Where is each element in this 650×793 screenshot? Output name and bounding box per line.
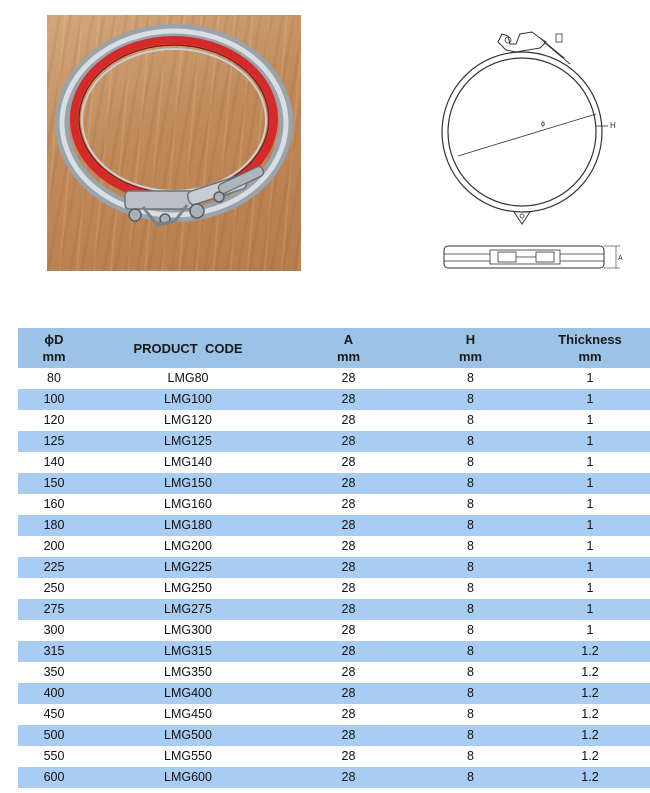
table-row bbox=[18, 431, 650, 452]
cell-thickness: 1 bbox=[530, 389, 650, 410]
cell-thickness: 1 bbox=[530, 578, 650, 599]
table-row bbox=[18, 725, 650, 746]
cell-a: 28 bbox=[286, 620, 411, 641]
cell-h: 8 bbox=[411, 620, 530, 641]
cell-thickness: 1.2 bbox=[530, 704, 650, 725]
cell-diameter: 600 bbox=[18, 767, 90, 788]
cell-diameter: 80 bbox=[18, 368, 90, 389]
cell-product-code: LMG80 bbox=[90, 368, 286, 389]
cell-diameter: 125 bbox=[18, 431, 90, 452]
cell-diameter: 200 bbox=[18, 536, 90, 557]
cell-a: 28 bbox=[286, 557, 411, 578]
cell-diameter: 500 bbox=[18, 725, 90, 746]
cell-a: 28 bbox=[286, 368, 411, 389]
header-h bbox=[411, 328, 530, 368]
header-a-label: A bbox=[343, 332, 354, 347]
cell-h: 8 bbox=[411, 683, 530, 704]
cell-a: 28 bbox=[286, 641, 411, 662]
cell-a: 28 bbox=[286, 767, 411, 788]
cell-h: 8 bbox=[411, 641, 530, 662]
product-photo bbox=[47, 15, 301, 271]
table-row bbox=[18, 704, 650, 725]
cell-product-code: LMG450 bbox=[90, 704, 286, 725]
header-product-code bbox=[90, 328, 286, 368]
cell-h: 8 bbox=[411, 725, 530, 746]
cell-product-code: LMG500 bbox=[90, 725, 286, 746]
cell-a: 28 bbox=[286, 494, 411, 515]
table-row bbox=[18, 746, 650, 767]
cell-diameter: 250 bbox=[18, 578, 90, 599]
cell-thickness: 1 bbox=[530, 473, 650, 494]
header-a bbox=[286, 328, 411, 368]
cell-thickness: 1 bbox=[530, 536, 650, 557]
header-product-code-label: PRODUCT CODE bbox=[133, 340, 243, 356]
header-diameter-unit: mm bbox=[42, 349, 66, 364]
cell-h: 8 bbox=[411, 452, 530, 473]
cell-diameter: 150 bbox=[18, 473, 90, 494]
table-row bbox=[18, 599, 650, 620]
cell-thickness: 1 bbox=[530, 368, 650, 389]
cell-diameter: 160 bbox=[18, 494, 90, 515]
cell-a: 28 bbox=[286, 599, 411, 620]
cell-a: 28 bbox=[286, 683, 411, 704]
table-row bbox=[18, 767, 650, 788]
cell-thickness: 1 bbox=[530, 494, 650, 515]
cell-thickness: 1 bbox=[530, 410, 650, 431]
spec-table-body bbox=[18, 368, 650, 788]
cell-product-code: LMG300 bbox=[90, 620, 286, 641]
cell-h: 8 bbox=[411, 746, 530, 767]
cell-diameter: 275 bbox=[18, 599, 90, 620]
cell-product-code: LMG140 bbox=[90, 452, 286, 473]
clamp-ring-image bbox=[47, 15, 301, 271]
cell-h: 8 bbox=[411, 578, 530, 599]
spec-table bbox=[18, 328, 650, 788]
cell-h: 8 bbox=[411, 389, 530, 410]
cell-diameter: 550 bbox=[18, 746, 90, 767]
cell-diameter: 120 bbox=[18, 410, 90, 431]
cell-thickness: 1.2 bbox=[530, 683, 650, 704]
table-row bbox=[18, 494, 650, 515]
cell-product-code: LMG225 bbox=[90, 557, 286, 578]
cell-h: 8 bbox=[411, 662, 530, 683]
cell-thickness: 1.2 bbox=[530, 662, 650, 683]
cell-a: 28 bbox=[286, 515, 411, 536]
cell-product-code: LMG400 bbox=[90, 683, 286, 704]
cell-diameter: 140 bbox=[18, 452, 90, 473]
cell-thickness: 1 bbox=[530, 599, 650, 620]
cell-a: 28 bbox=[286, 473, 411, 494]
cell-product-code: LMG550 bbox=[90, 746, 286, 767]
table-row bbox=[18, 662, 650, 683]
header-h-unit: mm bbox=[458, 349, 483, 364]
header-thickness-unit: mm bbox=[578, 349, 602, 364]
cell-h: 8 bbox=[411, 515, 530, 536]
header-diameter-label: ϕD bbox=[44, 332, 64, 347]
cell-product-code: LMG180 bbox=[90, 515, 286, 536]
cell-h: 8 bbox=[411, 494, 530, 515]
technical-drawing bbox=[436, 28, 626, 278]
table-row bbox=[18, 410, 650, 431]
cell-diameter: 225 bbox=[18, 557, 90, 578]
cell-thickness: 1 bbox=[530, 620, 650, 641]
header-thickness bbox=[530, 328, 650, 368]
cell-diameter: 180 bbox=[18, 515, 90, 536]
cell-diameter: 350 bbox=[18, 662, 90, 683]
cell-product-code: LMG600 bbox=[90, 767, 286, 788]
cell-a: 28 bbox=[286, 431, 411, 452]
cell-product-code: LMG160 bbox=[90, 494, 286, 515]
cell-thickness: 1.2 bbox=[530, 767, 650, 788]
cell-product-code: LMG250 bbox=[90, 578, 286, 599]
cell-a: 28 bbox=[286, 410, 411, 431]
cell-h: 8 bbox=[411, 557, 530, 578]
header-thickness-label: Thickness bbox=[558, 332, 622, 347]
cell-diameter: 450 bbox=[18, 704, 90, 725]
cell-thickness: 1.2 bbox=[530, 641, 650, 662]
table-row bbox=[18, 368, 650, 389]
cell-a: 28 bbox=[286, 662, 411, 683]
header-diameter bbox=[18, 328, 90, 368]
table-row bbox=[18, 515, 650, 536]
height-label: H bbox=[610, 121, 616, 130]
cell-h: 8 bbox=[411, 767, 530, 788]
table-row bbox=[18, 620, 650, 641]
cell-product-code: LMG125 bbox=[90, 431, 286, 452]
cell-a: 28 bbox=[286, 704, 411, 725]
cell-a: 28 bbox=[286, 725, 411, 746]
cell-diameter: 300 bbox=[18, 620, 90, 641]
cell-product-code: LMG315 bbox=[90, 641, 286, 662]
cell-a: 28 bbox=[286, 389, 411, 410]
cell-a: 28 bbox=[286, 746, 411, 767]
cell-product-code: LMG150 bbox=[90, 473, 286, 494]
table-row bbox=[18, 557, 650, 578]
table-row bbox=[18, 389, 650, 410]
cell-diameter: 400 bbox=[18, 683, 90, 704]
cell-thickness: 1.2 bbox=[530, 725, 650, 746]
cell-product-code: LMG275 bbox=[90, 599, 286, 620]
cell-thickness: 1 bbox=[530, 452, 650, 473]
header-h-label: H bbox=[465, 332, 476, 347]
cell-h: 8 bbox=[411, 473, 530, 494]
cell-product-code: LMG100 bbox=[90, 389, 286, 410]
cell-thickness: 1 bbox=[530, 515, 650, 536]
cell-thickness: 1.2 bbox=[530, 746, 650, 767]
table-row bbox=[18, 473, 650, 494]
table-row bbox=[18, 578, 650, 599]
table-header-row bbox=[18, 328, 650, 368]
cell-a: 28 bbox=[286, 536, 411, 557]
cell-thickness: 1 bbox=[530, 431, 650, 452]
header-a-unit: mm bbox=[336, 349, 361, 364]
diameter-label: ϕ bbox=[541, 121, 545, 128]
cell-h: 8 bbox=[411, 368, 530, 389]
cell-diameter: 100 bbox=[18, 389, 90, 410]
cell-h: 8 bbox=[411, 410, 530, 431]
cell-h: 8 bbox=[411, 536, 530, 557]
table-row bbox=[18, 683, 650, 704]
cell-product-code: LMG350 bbox=[90, 662, 286, 683]
cell-product-code: LMG120 bbox=[90, 410, 286, 431]
cell-h: 8 bbox=[411, 599, 530, 620]
cell-h: 8 bbox=[411, 431, 530, 452]
cell-diameter: 315 bbox=[18, 641, 90, 662]
width-label: A bbox=[618, 255, 623, 262]
table-row bbox=[18, 452, 650, 473]
cell-thickness: 1 bbox=[530, 557, 650, 578]
cell-h: 8 bbox=[411, 704, 530, 725]
cell-a: 28 bbox=[286, 452, 411, 473]
cell-product-code: LMG200 bbox=[90, 536, 286, 557]
cell-a: 28 bbox=[286, 578, 411, 599]
table-row bbox=[18, 641, 650, 662]
table-row bbox=[18, 536, 650, 557]
